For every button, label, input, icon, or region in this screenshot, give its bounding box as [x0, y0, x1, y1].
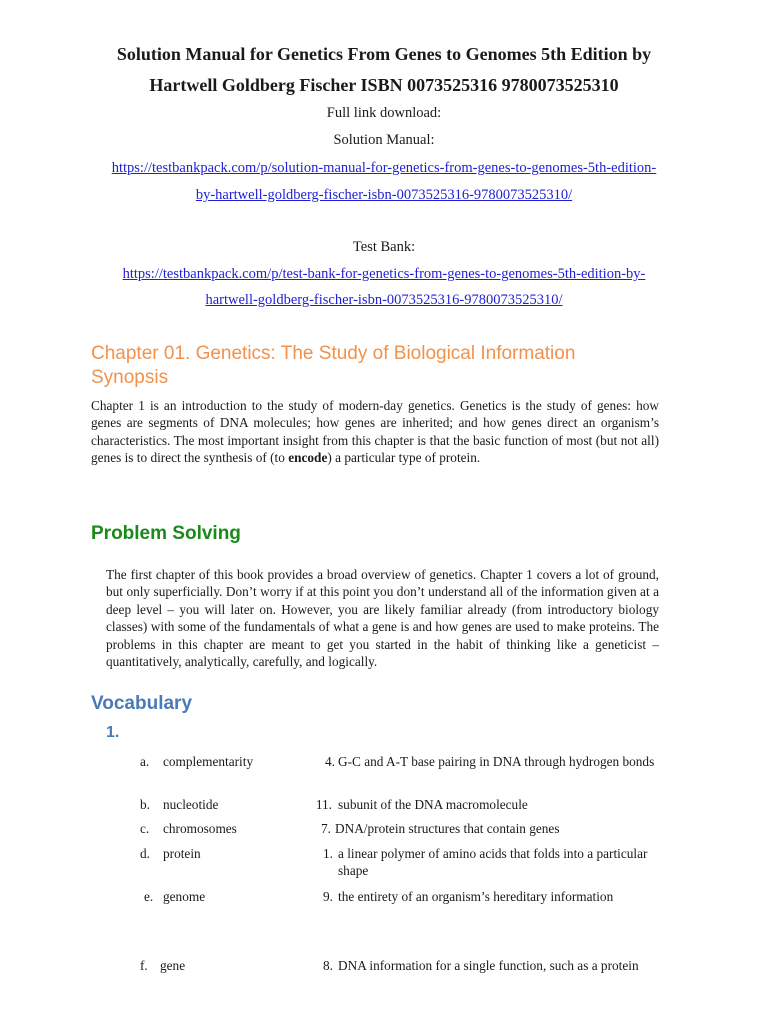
vocab-number: 4. — [325, 754, 335, 769]
vocab-letter: e. — [144, 889, 154, 904]
vocab-definition: G-C and A-T base pairing in DNA through hydrogen bonds — [338, 754, 655, 769]
problem-solving-heading: Problem Solving — [91, 523, 241, 544]
vocab-term: protein — [163, 846, 201, 861]
problem-solving-paragraph: The first chapter of this book provides a broad overview of genetics. Chapter 1 covers a lot of ground, but only superficially. Don’t worry if at this point you don’t understand all of the information given at a deep level – you will later on. However, you are likely familiar already (from introductory biology classes) with some of the fundamentals of what a gene is and how genes are used to make proteins. The problems in this chapter are meant to get you started in the habit of thinking like a geneticist – quantitatively, analytically, carefully, and logically. — [106, 567, 659, 670]
vocab-number: 9. — [323, 889, 333, 904]
vocab-number: 7. — [321, 821, 331, 836]
synopsis-heading: Synopsis — [91, 367, 169, 388]
vocab-term: chromosomes — [163, 821, 237, 836]
vocab-letter: a. — [140, 754, 150, 769]
solution-manual-label: Solution Manual: — [333, 132, 435, 148]
solution-manual-link-line-2[interactable]: by-hartwell-goldberg-fischer-isbn-0073525316-9780073525310/ — [195, 187, 573, 203]
test-bank-label: Test Bank: — [352, 239, 416, 255]
vocab-definition: DNA/protein structures that contain genes — [335, 821, 560, 836]
vocab-definition: the entirety of an organism’s hereditary information — [338, 889, 614, 904]
synopsis-text-end: ) a particular type of protein. — [327, 450, 481, 466]
document-title-line-2: Hartwell Goldberg Fischer ISBN 0073525316 9780073525310 — [149, 75, 619, 95]
vocab-letter: f. — [140, 958, 148, 973]
test-bank-link-line-2[interactable]: hartwell-goldberg-fischer-isbn-0073525316-9780073525310/ — [205, 292, 563, 308]
vocab-number: 1. — [323, 846, 333, 861]
vocab-number: 8. — [323, 958, 333, 973]
solution-manual-link-line-1[interactable]: https://testbankpack.com/p/solution-manual-for-genetics-from-genes-to-genomes-5th-edition- — [111, 160, 657, 176]
full-link-label: Full link download: — [326, 105, 442, 121]
vocab-term: nucleotide — [163, 797, 219, 812]
vocab-term: genome — [163, 889, 206, 904]
chapter-heading: Chapter 01. Genetics: The Study of Biological Information — [91, 343, 576, 364]
document-title-line-1: Solution Manual for Genetics From Genes to Genomes 5th Edition by — [116, 44, 652, 64]
vocabulary-question-number: 1. — [106, 724, 120, 741]
synopsis-paragraph — [91, 397, 659, 467]
vocab-letter: b. — [140, 797, 150, 812]
vocab-term: gene — [160, 958, 186, 973]
synopsis-bold-term: encode — [288, 450, 328, 466]
vocab-term: complementarity — [163, 754, 254, 769]
vocab-letter: c. — [140, 821, 150, 836]
vocab-definition: DNA information for a single function, such as a protein — [338, 958, 639, 973]
vocab-definition: subunit of the DNA macromolecule — [338, 797, 528, 812]
vocab-definition: a linear polymer of amino acids that folds into a particular shape — [338, 846, 648, 878]
vocab-number: 11. — [315, 797, 332, 812]
vocabulary-heading: Vocabulary — [91, 693, 193, 714]
synopsis-text: Chapter 1 is an introduction to the study of modern-day genetics. Genetics is the study of genes: how genes are segments of DNA molecules; how genes are inherited; and how genes direct an organism’s characteristics. The most important insight from this chapter is that the basic function of most (but not all) genes is to direct the synthesis of (to — [91, 398, 659, 466]
test-bank-link-line-1[interactable]: https://testbankpack.com/p/test-bank-for-genetics-from-genes-to-genomes-5th-edition-by- — [122, 266, 646, 282]
vocab-letter: d. — [140, 846, 150, 861]
